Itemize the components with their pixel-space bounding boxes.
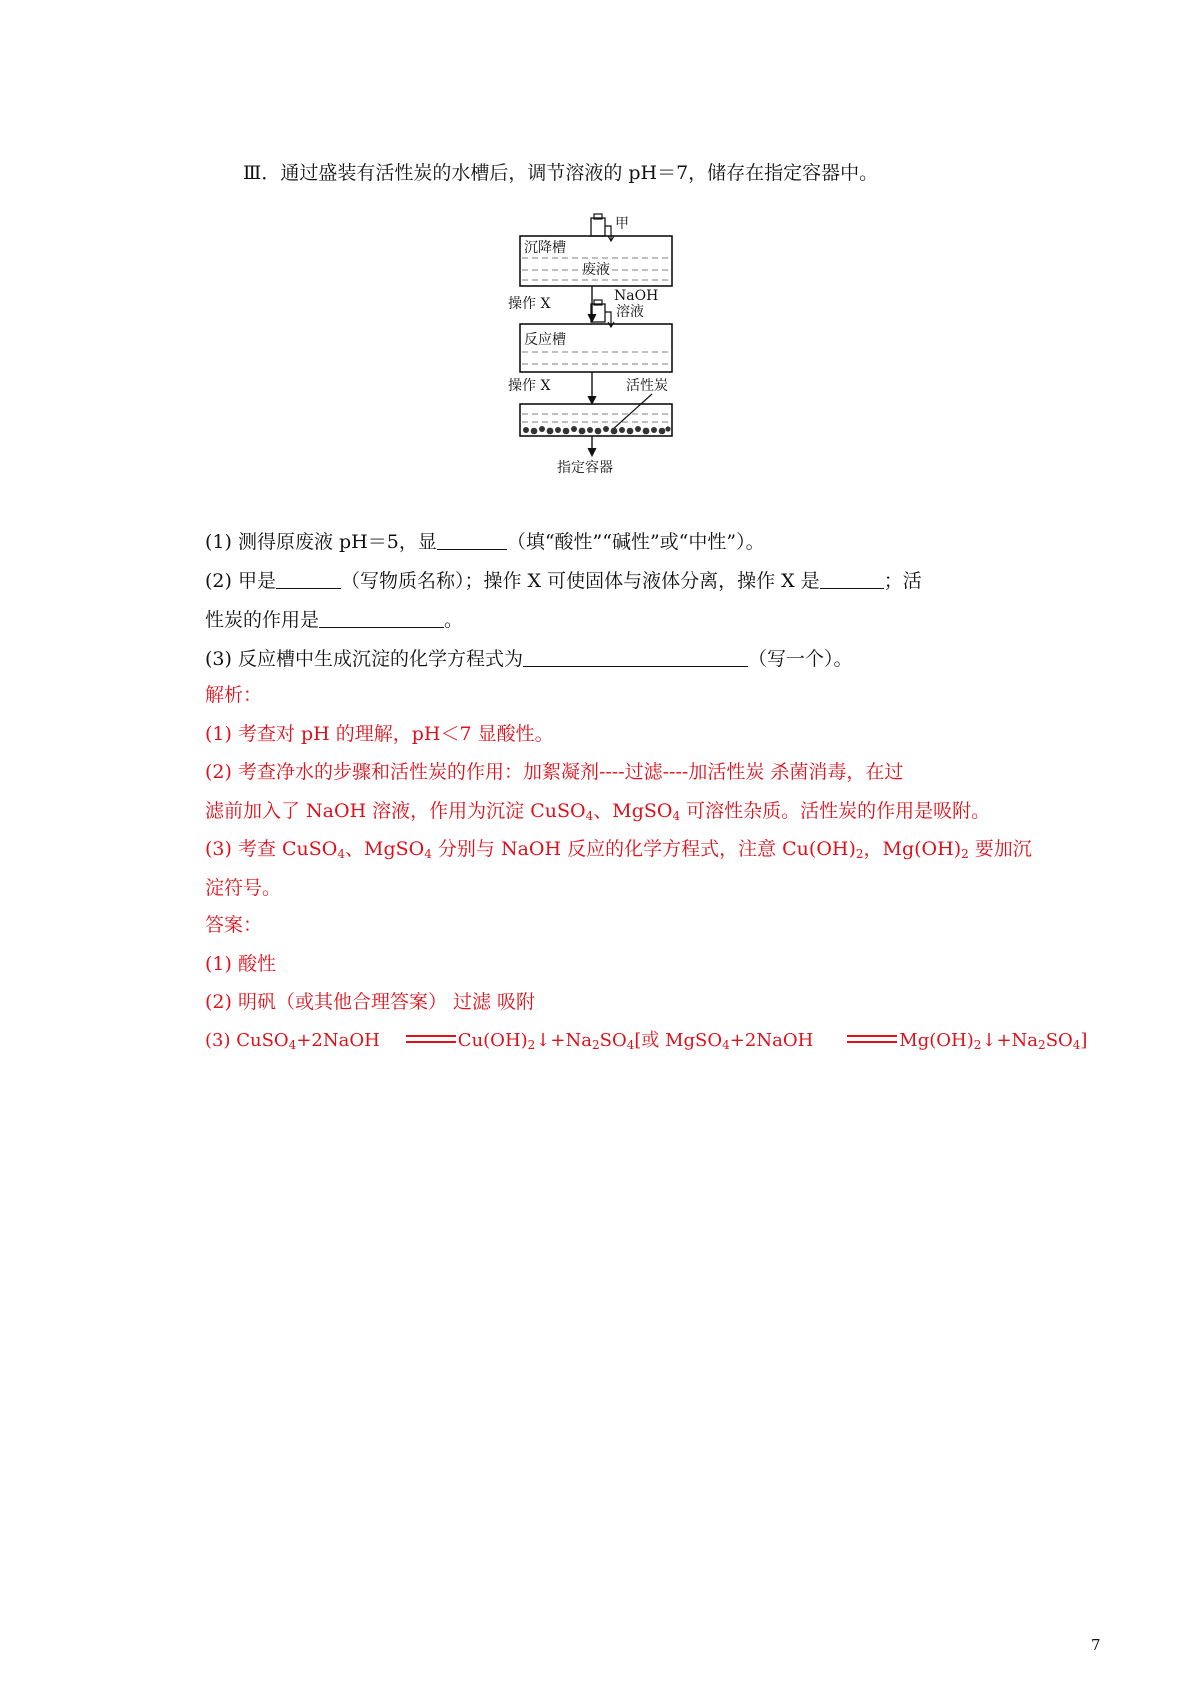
equals-sign-icon <box>406 1035 456 1043</box>
activated-carbon-layer <box>523 426 671 434</box>
reagent-jia-label: 甲 <box>615 216 629 232</box>
reagent-bottle-icon <box>591 214 614 241</box>
question-3: (3) 反应槽中生成沉淀的化学方程式为 （写一个）。 <box>205 648 853 670</box>
answer-blank-2b[interactable] <box>820 568 884 589</box>
question-1: (1) 测得原废液 pH＝5，显 （填“酸性”“碱性”或“中性”）。 <box>205 531 765 553</box>
answer-1: (1) 酸性 <box>205 953 276 975</box>
down-arrow-icon: ↓ <box>535 1030 551 1051</box>
analysis-3-line-2: 淀符号。 <box>205 877 282 899</box>
question-2-line-1: (2) 甲是 （写物质名称）；操作 X 可使固体与液体分离，操作 X 是 ；活 <box>205 570 922 592</box>
intro-line: Ⅲ．通过盛装有活性炭的水槽后，调节溶液的 pH＝7，储存在指定容器中。 <box>243 162 879 184</box>
naoh-solution-label: 溶液 <box>616 304 644 320</box>
analysis-3-line-1: (3) 考查 CuSO$_4$、MgSO$_4$ 分别与 NaOH 反应的化学方程式，注意 $Cu(OH)_2$，$Mg(OH)_2$ 要加沉 <box>205 838 1032 861</box>
answer-blank-3[interactable] <box>523 646 748 667</box>
analysis-2-line-1: (2) 考查净水的步骤和活性炭的作用：加絮凝剂----过滤----加活性炭 杀菌消毒，在过 <box>205 761 904 783</box>
answer-heading: 答案： <box>205 914 263 936</box>
answer-3: (3) CuSO$_4$+2NaOH $Cu(OH)_2↓+Na_2SO_4$[或 MgSO$_4$+2NaOH $Mg(OH)_2↓+Na_2SO_4$] <box>205 1030 1088 1052</box>
down-arrow-icon: ↓ <box>981 1030 997 1051</box>
settling-tank-label: 沉降槽 <box>524 240 566 256</box>
equals-sign-icon <box>847 1035 897 1043</box>
waste-liquid-label: 废液 <box>582 262 610 278</box>
activated-carbon-label: 活性炭 <box>626 378 668 394</box>
answer-blank-2c[interactable] <box>319 607 444 628</box>
reaction-tank-label: 反应槽 <box>524 332 566 348</box>
page-number: 7 <box>1091 1636 1101 1654</box>
naoh-bottle-icon <box>591 300 614 327</box>
question-2-line-2: 性炭的作用是 。 <box>205 609 464 631</box>
answer-2: (2) 明矾（或其他合理答案） 过滤 吸附 <box>205 991 536 1013</box>
operation-x-label-1: 操作 X <box>508 296 551 312</box>
analysis-heading: 解析： <box>205 684 263 706</box>
wastewater-treatment-diagram <box>508 216 700 518</box>
analysis-1: (1) 考查对 pH 的理解，pH＜7 显酸性。 <box>205 723 554 745</box>
naoh-label: NaOH <box>614 288 659 304</box>
operation-x-label-2: 操作 X <box>508 378 551 394</box>
container-label: 指定容器 <box>557 460 613 476</box>
answer-blank-2a[interactable] <box>276 568 341 589</box>
analysis-2-line-2: 滤前加入了 NaOH 溶液，作用为沉淀 CuSO$_4$、MgSO$_4$ 可溶性杂质。活性炭的作用是吸附。 <box>205 800 991 823</box>
answer-blank-1[interactable] <box>437 529 507 550</box>
